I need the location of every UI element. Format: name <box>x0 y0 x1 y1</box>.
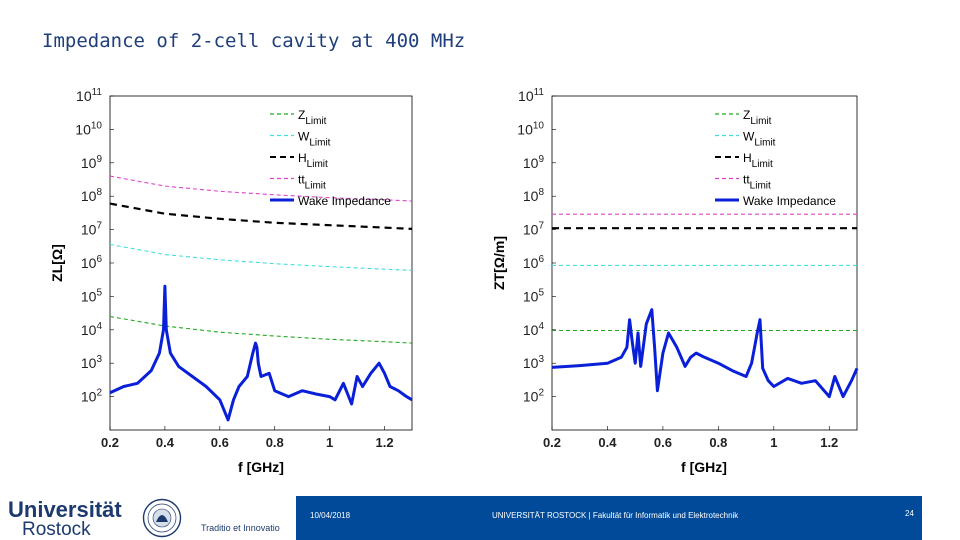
legend-entry: $Z_{Limit}$ <box>298 108 327 127</box>
x-tick-label: 0.8 <box>265 435 284 450</box>
y-tick-label: $10^6$ <box>80 254 102 271</box>
x-tick-label: 0.4 <box>155 435 174 450</box>
y-tick-label: $10^9$ <box>522 153 544 171</box>
y-tick-label: $10^2$ <box>80 387 102 405</box>
y-tick-label: $10^7$ <box>80 220 102 238</box>
y-tick-label: $10^{11}$ <box>76 87 102 104</box>
y-tick-label: $10^3$ <box>522 354 544 372</box>
transverse-impedance-chart <box>491 87 857 475</box>
y-tick-label: $10^{11}$ <box>518 87 544 104</box>
y-axis-label: ZT[Ω/m] <box>491 236 507 290</box>
y-tick-label: $10^5$ <box>522 287 544 305</box>
legend-entry: $Z_{Limit}$ <box>743 108 772 127</box>
x-tick-label: 0.8 <box>709 435 728 450</box>
y-tick-label: $10^{10}$ <box>75 120 102 138</box>
legend-entry: $W_{Limit}$ <box>298 129 331 149</box>
x-tick-label: 0.6 <box>210 435 229 450</box>
legend-entry: $H_{Limit}$ <box>743 151 773 170</box>
y-tick-label: $10^3$ <box>80 354 102 372</box>
legend-entry: Wake Impedance <box>743 194 836 208</box>
x-tick-label: 1.2 <box>820 435 839 450</box>
y-tick-label: $10^2$ <box>522 387 544 405</box>
y-tick-label: $10^9$ <box>80 153 102 171</box>
x-tick-label: 0.2 <box>100 435 120 450</box>
legend-entry: $H_{Limit}$ <box>298 151 328 170</box>
university-motto: Traditio et Innovatio <box>201 523 280 533</box>
plot-frame <box>552 96 857 430</box>
x-tick-label: 1.2 <box>375 435 394 450</box>
x-tick-label: 1 <box>326 435 334 450</box>
legend-entry: Wake Impedance <box>298 194 391 208</box>
legend-entry: $tt_{Limit}$ <box>743 172 771 192</box>
y-tick-label: $10^6$ <box>522 254 544 271</box>
y-tick-label: $10^4$ <box>80 320 102 338</box>
footer-date: 10/04/2018 <box>310 511 351 520</box>
y-tick-label: $10^5$ <box>80 287 102 305</box>
university-wordmark <box>8 497 122 540</box>
x-tick-label: 0.4 <box>598 435 617 450</box>
university-line1: Universität <box>8 497 122 522</box>
footer-institution: UNIVERSITÄT ROSTOCK | Fakultät für Informatik und Elektrotechnik <box>492 511 739 520</box>
page-number: 24 <box>905 509 914 518</box>
y-axis-label: ZL[Ω] <box>49 244 65 282</box>
x-tick-label: 1 <box>770 435 778 450</box>
legend-entry: $tt_{Limit}$ <box>298 172 326 192</box>
y-tick-label: $10^8$ <box>522 187 544 205</box>
university-line2: Rostock <box>22 519 91 540</box>
footer-bar <box>296 496 922 540</box>
x-tick-label: 0.6 <box>653 435 672 450</box>
x-axis-label: f [GHz] <box>238 459 284 475</box>
x-tick-label: 0.2 <box>542 435 562 450</box>
y-tick-label: $10^7$ <box>522 220 544 238</box>
y-tick-label: $10^8$ <box>80 187 102 205</box>
y-tick-label: $10^{10}$ <box>517 120 544 138</box>
legend-entry: $W_{Limit}$ <box>743 129 776 149</box>
slide-title: Impedance of 2-cell cavity at 400 MHz <box>42 30 466 52</box>
y-tick-label: $10^4$ <box>522 320 544 338</box>
university-seal-icon <box>142 498 182 538</box>
x-axis-label: f [GHz] <box>681 459 727 475</box>
longitudinal-impedance-chart <box>49 87 412 475</box>
